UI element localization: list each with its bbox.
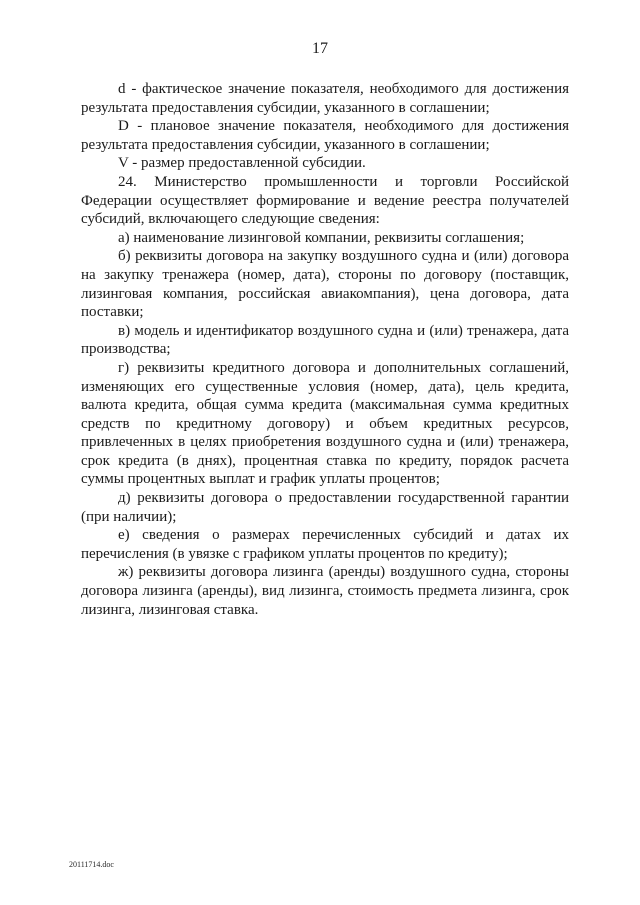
paragraph-d-definition: d - фактическое значение показателя, необходимого для достижения результата предоставления субсидии, указанного в соглашении; [81,81,569,116]
list-item-zh: ж) реквизиты договора лизинга (аренды) воздушного судна, стороны договора лизинга (аренды), вид лизинга, стоимость предмета лизинга, срок лизинга, лизинговая ставка. [81,564,569,618]
document-file-code: 20111714.doc [69,860,114,869]
paragraph-item-24: 24. Министерство промышленности и торговли Российской Федерации осуществляет формирование и ведение реестра получателей субсидий, включающего следующие сведения: [81,173,569,228]
list-item-d: д) реквизиты договора о предоставлении государственной гарантии (при наличии); [81,490,569,525]
paragraph-D-definition: D - плановое значение показателя, необходимого для достижения результата предоставления субсидии, указанного в соглашении; [81,118,569,153]
list-item-v: в) модель и идентификатор воздушного судна и (или) тренажера, дата производства; [81,322,569,358]
list-item-a: а) наименование лизинговой компании, реквизиты соглашения; [118,229,525,246]
list-item-g: г) реквизиты кредитного договора и дополнительных соглашений, изменяющих его существенные условия (номер, дата), цель кредита, валюта кредита, общая сумма кредита (максимальная сумма кредитных средств по кредитному договору) и объем кредитных ресурсов, привлеченных в целях приобретения воздушного судна и (или) тренажера, срок кредита (в днях), процентная ставка по кредиту, порядок расчета суммы процентных выплат и график уплаты процентов; [81,359,569,488]
list-item-e: е) сведения о размерах перечисленных субсидий и датах их перечисления (в увязке с графиком уплаты процентов по кредиту); [81,527,569,562]
document-body [81,80,569,619]
paragraph-V-definition: V - размер предоставленной субсидии. [118,155,366,172]
list-item-b: б) реквизиты договора на закупку воздушного судна и (или) договора на закупку тренажера (номер, дата), стороны по договору (поставщик, лизинговая компания, российская авиакомпания), цена договора, дата поставки; [81,248,569,321]
page-number: 17 [312,40,328,57]
